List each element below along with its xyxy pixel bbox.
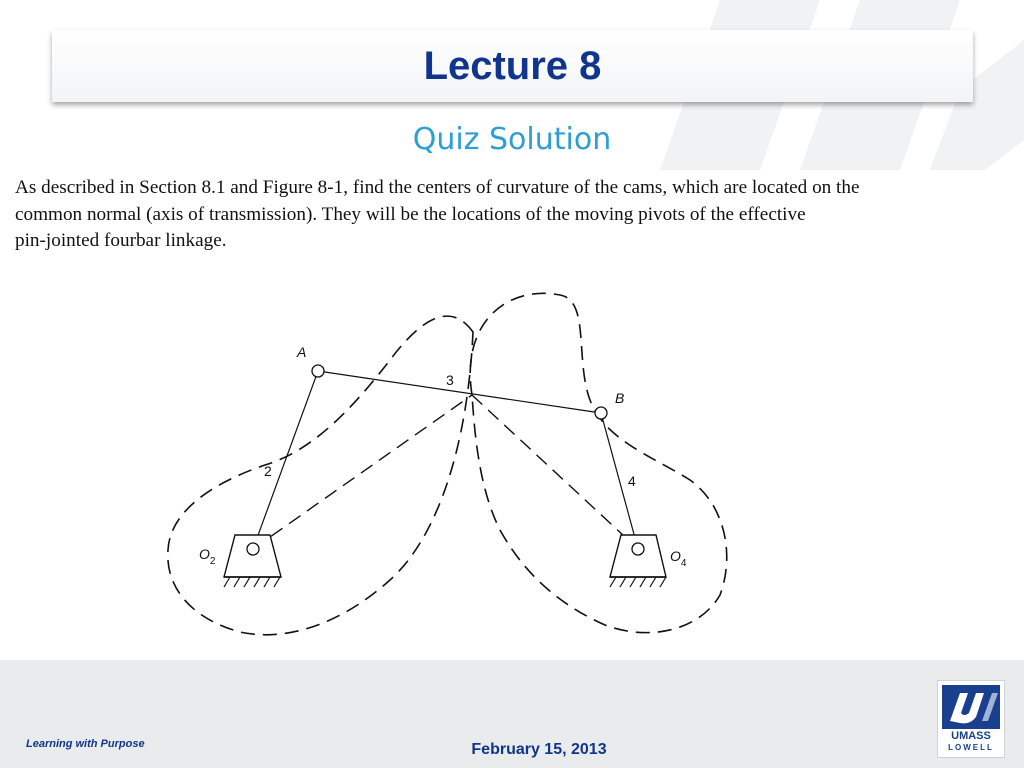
label-a: A xyxy=(297,344,307,360)
cam-linkage-figure xyxy=(150,280,750,660)
logo-text-umass: UMASS xyxy=(951,730,991,742)
label-coupler: 3 xyxy=(446,372,454,388)
label-o4 xyxy=(670,548,687,569)
problem-line: As described in Section 8.1 and Figure 8-1, find the centers of curvature of the cams, which are located on the xyxy=(15,177,860,198)
logo-mark xyxy=(942,685,1000,729)
footer-tagline: Learning with Purpose xyxy=(26,738,145,750)
slide-title: Lecture 8 xyxy=(423,43,602,88)
label-o2-sub: 2 xyxy=(209,556,216,567)
label-link-4: 4 xyxy=(628,473,636,489)
ground-o2 xyxy=(224,535,281,587)
footer-date: February 15, 2013 xyxy=(471,741,607,758)
pivot-a xyxy=(312,365,324,377)
umass-lowell-logo xyxy=(937,680,1005,758)
pivot-b xyxy=(595,407,607,419)
label-o4-base: O xyxy=(670,548,681,564)
slide-subtitle: Quiz Solution xyxy=(412,122,612,157)
label-b: B xyxy=(615,390,625,406)
problem-line: common normal (axis of transmission). They will be the locations of the moving pivots of the effective xyxy=(15,203,806,225)
right-cam-outline xyxy=(470,293,727,632)
problem-statement xyxy=(15,175,1020,255)
dashed-line-contact-o4 xyxy=(472,395,638,549)
ground-o4 xyxy=(610,535,666,587)
label-o2 xyxy=(199,546,216,567)
label-o4-sub: 4 xyxy=(680,558,687,569)
left-cam-outline xyxy=(168,316,473,635)
label-link-2: 2 xyxy=(264,463,272,479)
link-2 xyxy=(253,371,318,549)
problem-line: pin-jointed fourbar linkage. xyxy=(15,230,227,251)
logo-text-lowell: LOWELL xyxy=(948,743,994,752)
label-o2-base: O xyxy=(199,546,210,562)
title-banner xyxy=(52,30,973,102)
dashed-line-o2-contact xyxy=(253,395,472,549)
coupler-link-3 xyxy=(318,371,601,413)
